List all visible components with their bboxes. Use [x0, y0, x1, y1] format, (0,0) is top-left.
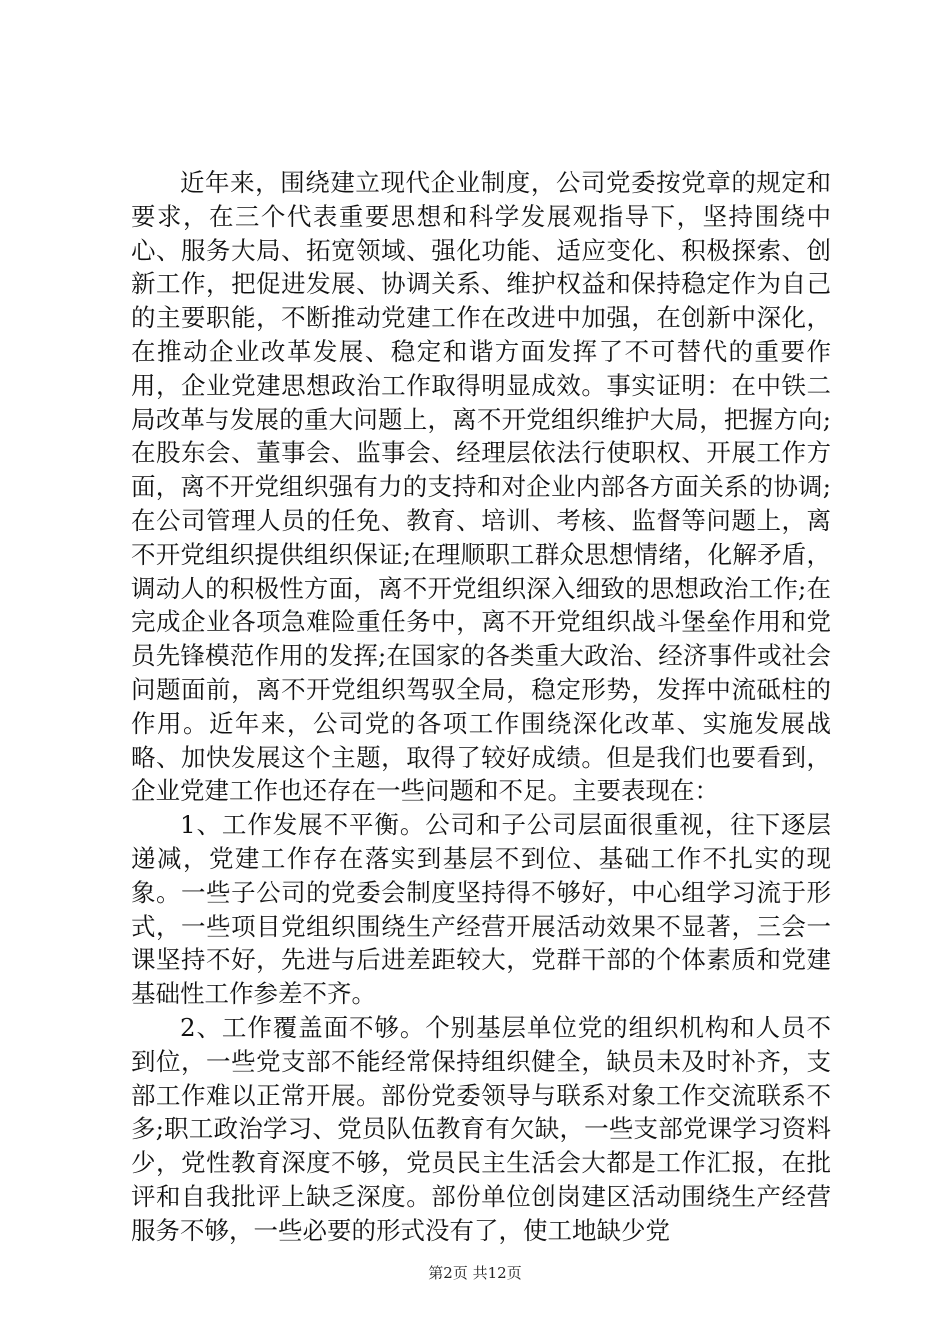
paragraph-issue-1: 1、工作发展不平衡。公司和子公司层面很重视，往下逐层递减，党建工作存在落实到基层不到位、基础工作不扎实的现象。一些子公司的党委会制度坚持得不够好，中心组学习流于形式，一些项目党组织围绕生产经营开展活动效果不显著，三会一课坚持不好，先进与后进差距较大，党群干部的个体素质和党建基础性工作参差不齐。: [131, 810, 831, 1009]
page-number-footer: 第2页 共12页: [428, 1264, 522, 1282]
paragraph-issue-2: 2、工作覆盖面不够。个别基层单位党的组织机构和人员不到位，一些党支部不能经常保持组织健全，缺员未及时补齐，支部工作难以正常开展。部份党委领导与联系对象工作交流联系不多;职工政治学习、党员队伍教育有欠缺，一些支部党课学习资料少，党性教育深度不够，党员民主生活会大都是工作汇报，在批评和自我批评上缺乏深度。部份单位创岗建区活动围绕生产经营服务不够，一些必要的形式没有了，使工地缺少党: [131, 1012, 831, 1245]
paragraph-intro: 近年来，围绕建立现代企业制度，公司党委按党章的规定和要求，在三个代表重要思想和科学发展观指导下，坚持围绕中心、服务大局、拓宽领域、强化功能、适应变化、积极探索、创新工作，把促进发展、协调关系、维护权益和保持稳定作为自己的主要职能，不断推动党建工作在改进中加强，在创新中深化，在推动企业改革发展、稳定和谐方面发挥了不可替代的重要作用，企业党建思想政治工作取得明显成效。事实证明：在中铁二局改革与发展的重大问题上，离不开党组织维护大局，把握方向;在股东会、董事会、监事会、经理层依法行使职权、开展工作方面，离不开党组织强有力的支持和对企业内部各方面关系的协调;在公司管理人员的任免、教育、培训、考核、监督等问题上，离不开党组织提供组织保证;在理顺职工群众思想情绪，化解矛盾，调动人的积极性方面，离不开党组织深入细致的思想政治工作;在完成企业各项急难险重任务中，离不开党组织战斗堡垒作用和党员先锋模范作用的发挥;在国家的各类重大政治、经济事件或社会问题面前，离不开党组织驾驭全局，稳定形势，发挥中流砥柱的作用。近年来，公司党的各项工作围绕深化改革、实施发展战略、加快发展这个主题，取得了较好成绩。但是我们也要看到，企业党建工作也还存在一些问题和不足。主要表现在：: [131, 168, 831, 806]
document-body: [131, 166, 831, 1248]
